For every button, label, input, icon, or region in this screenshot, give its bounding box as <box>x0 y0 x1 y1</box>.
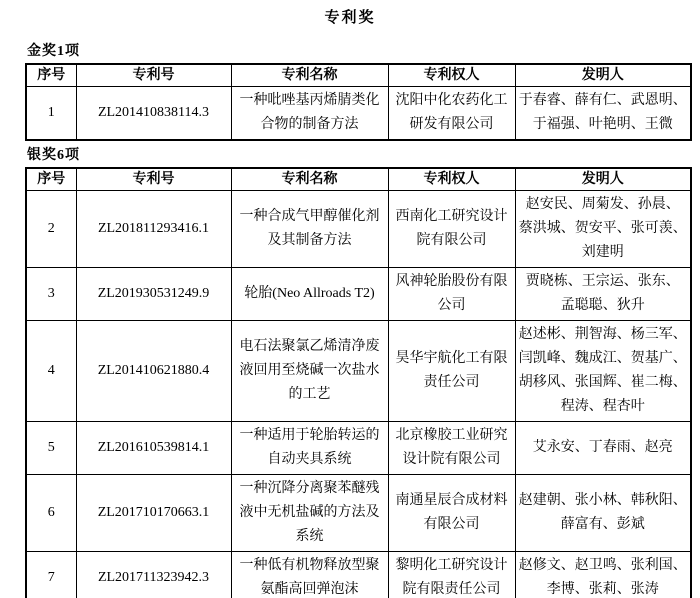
inventor-name: 赵安民、 <box>525 197 582 212</box>
inventor-name: 薛有仁、 <box>574 93 631 108</box>
inventor-name: 赵建朝、 <box>518 493 575 508</box>
inventor-name: 张东、 <box>637 274 680 289</box>
cell-owner: 北京橡胶工业研究设计院有限公司 <box>388 422 515 475</box>
page-title: 专利奖 <box>324 10 376 26</box>
inventor-name: 张涛 <box>630 582 659 597</box>
inventor-name: 孙晨、 <box>637 197 680 212</box>
header-cell-name: 专利名称 <box>231 64 388 87</box>
cell-inventors <box>515 87 691 141</box>
inventor-name: 赵述彬、 <box>518 327 575 342</box>
cell-inventors <box>515 268 691 321</box>
inventor-name: 狄升 <box>616 298 645 313</box>
table-header-row <box>26 168 691 191</box>
cell-name: 一种适用于轮胎转运的自动夹具系统 <box>231 422 388 475</box>
inventor-name: 张可羡、 <box>630 221 687 236</box>
inventor-name: 崔二梅、 <box>630 375 687 390</box>
cell-owner: 南通星辰合成材料有限公司 <box>388 475 515 552</box>
inventor-name: 杨三军、 <box>630 327 687 342</box>
cell-patent-no: ZL201930531249.9 <box>76 268 231 321</box>
header-cell-inventors: 发明人 <box>515 64 691 87</box>
header-cell-patent-no: 专利号 <box>76 168 231 191</box>
inventor-name: 胡移风、 <box>518 375 575 390</box>
table-header-row <box>26 64 691 87</box>
cell-patent-no: ZL201610539814.1 <box>76 422 231 475</box>
cell-no: 5 <box>26 422 76 475</box>
inventor-name: 荆智海、 <box>574 327 631 342</box>
inventor-name: 贾晓栋、 <box>525 274 582 289</box>
inventor-name: 刘建明 <box>581 245 624 260</box>
award-section <box>25 144 690 598</box>
cell-no: 1 <box>26 87 76 141</box>
inventor-name: 张国辉、 <box>574 375 631 390</box>
inventor-name: 武恩明、 <box>630 93 687 108</box>
section-heading: 金奖1项 <box>27 44 80 59</box>
inventor-name: 李博、 <box>546 582 589 597</box>
inventor-name: 程杏叶 <box>602 399 645 414</box>
inventor-name: 周菊发、 <box>581 197 638 212</box>
inventor-name: 于福强、 <box>532 117 589 132</box>
cell-name: 电石法聚氯乙烯清净废液回用至烧碱一次盐水的工艺 <box>231 321 388 422</box>
inventor-name: 王微 <box>644 117 673 132</box>
header-cell-no: 序号 <box>26 168 76 191</box>
header-cell-owner: 专利权人 <box>388 64 515 87</box>
cell-no: 2 <box>26 191 76 268</box>
inventor-name: 张利国、 <box>630 558 687 573</box>
header-cell-owner: 专利权人 <box>388 168 515 191</box>
cell-name: 一种低有机物释放型聚氨酯高回弹泡沫 <box>231 552 388 598</box>
cell-no: 3 <box>26 268 76 321</box>
cell-name: 一种合成气甲醇催化剂及其制备方法 <box>231 191 388 268</box>
cell-inventors <box>515 422 691 475</box>
inventor-name: 魏成江、 <box>574 351 631 366</box>
table-row <box>26 552 691 598</box>
inventor-name: 孟聪聪、 <box>560 298 617 313</box>
inventor-name: 贺安平、 <box>574 221 631 236</box>
cell-patent-no: ZL201710170663.1 <box>76 475 231 552</box>
cell-inventors <box>515 321 691 422</box>
inventor-name: 蔡洪城、 <box>518 221 575 236</box>
cell-patent-no: ZL201711323942.3 <box>76 552 231 598</box>
cell-inventors <box>515 475 691 552</box>
inventor-name: 张小林、 <box>574 493 631 508</box>
inventor-name: 薛富有、 <box>560 517 617 532</box>
cell-no: 4 <box>26 321 76 422</box>
header-cell-patent-no: 专利号 <box>76 64 231 87</box>
table-row <box>26 87 691 141</box>
inventor-name: 丁春雨、 <box>588 440 645 455</box>
cell-owner: 风神轮胎股份有限公司 <box>388 268 515 321</box>
cell-owner: 沈阳中化农药化工研发有限公司 <box>388 87 515 141</box>
section-heading: 银奖6项 <box>27 148 80 163</box>
table-row <box>26 475 691 552</box>
inventor-name: 艾永安、 <box>532 440 589 455</box>
inventor-name: 闫凯峰、 <box>518 351 575 366</box>
table-row <box>26 268 691 321</box>
header-cell-inventors: 发明人 <box>515 168 691 191</box>
cell-patent-no: ZL201811293416.1 <box>76 191 231 268</box>
cell-inventors <box>515 552 691 598</box>
inventor-name: 韩秋阳、 <box>630 493 687 508</box>
inventor-name: 赵亮 <box>644 440 673 455</box>
inventor-name: 于春睿、 <box>518 93 575 108</box>
header-cell-name: 专利名称 <box>231 168 388 191</box>
cell-owner: 西南化工研究设计院有限公司 <box>388 191 515 268</box>
inventor-name: 张莉、 <box>588 582 631 597</box>
table-row <box>26 321 691 422</box>
patent-table <box>25 167 692 598</box>
document-content <box>25 40 690 598</box>
inventor-name: 赵修文、 <box>518 558 575 573</box>
inventor-name: 彭斌 <box>616 517 645 532</box>
cell-name: 轮胎(Neo Allroads T2) <box>231 268 388 321</box>
table-row <box>26 191 691 268</box>
inventor-name: 程涛、 <box>560 399 603 414</box>
inventor-name: 贺基广、 <box>630 351 687 366</box>
cell-owner: 黎明化工研究设计院有限责任公司 <box>388 552 515 598</box>
inventor-name: 王宗运、 <box>581 274 638 289</box>
table-row <box>26 422 691 475</box>
cell-patent-no: ZL201410838114.3 <box>76 87 231 141</box>
cell-owner: 昊华宇航化工有限责任公司 <box>388 321 515 422</box>
award-section <box>25 40 690 141</box>
cell-no: 6 <box>26 475 76 552</box>
inventor-name: 赵卫鸣、 <box>574 558 631 573</box>
inventor-name: 叶艳明、 <box>588 117 645 132</box>
patent-table <box>25 63 692 141</box>
header-cell-no: 序号 <box>26 64 76 87</box>
cell-name: 一种吡唑基丙烯腈类化合物的制备方法 <box>231 87 388 141</box>
cell-patent-no: ZL201410621880.4 <box>76 321 231 422</box>
cell-name: 一种沉降分离聚苯醚残液中无机盐碱的方法及系统 <box>231 475 388 552</box>
cell-no: 7 <box>26 552 76 598</box>
cell-inventors <box>515 191 691 268</box>
